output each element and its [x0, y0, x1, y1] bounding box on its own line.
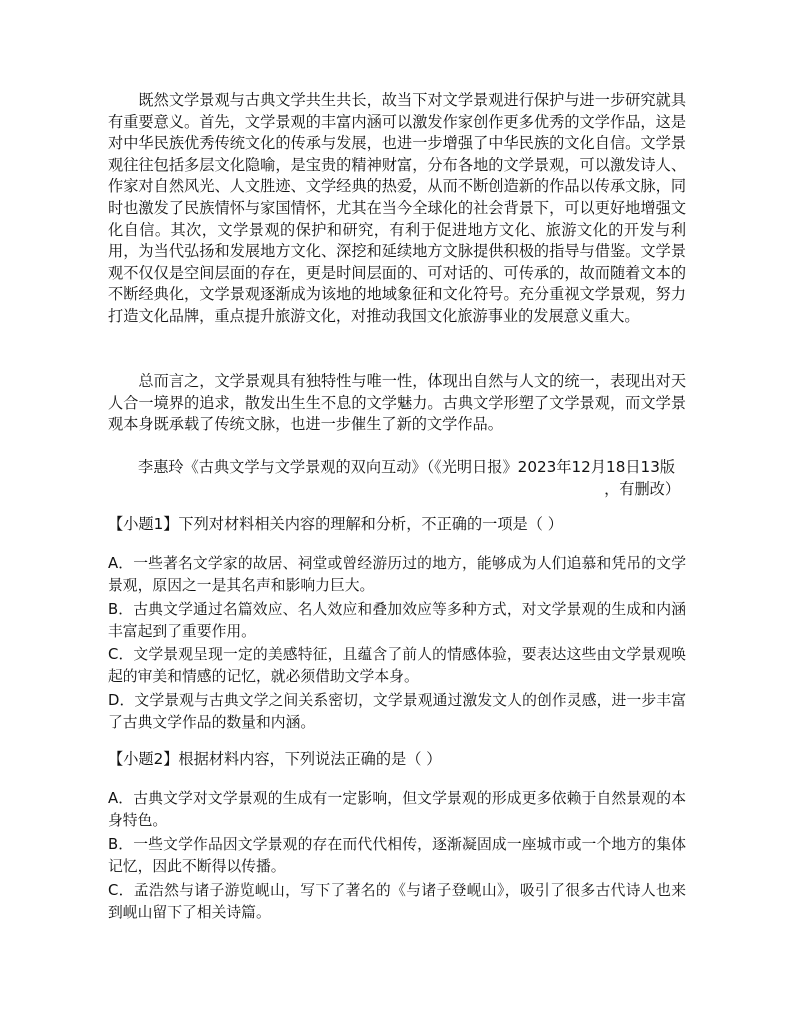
question-2-option-a: A．古典文学对文学景观的生成有一定影响，但文学景观的形成更多依赖于自然景观的本身特色。 [108, 790, 686, 829]
passage-paragraph-1: 既然文学景观与古典文学共生共长，故当下对文学景观进行保护与进一步研究就具有重要意义。首先，文学景观的丰富内涵可以激发作家创作更多优秀的文学作品，这是对中华民族优秀传统文化的传承与发展，也进一步增强了中华民族的文化自信。文学景观往往包括多层文化隐喻，是宝贵的精神财富，分布各地的文学景观，可以激发诗人、作家对自然风光、人文胜迹、文学经典的热爱，从而不断创造新的作品以传承文脉，同时也激发了民族情怀与家国情怀，尤其在当今全球化的社会背景下，可以更好地增强文化自信。其次，文学景观的保护和研究，有利于促进地方文化、旅游文化的开发与利用，为当代弘扬和发展地方文化、深挖和延续地方文脉提供积极的指导与借鉴。文学景观不仅仅是空间层面的存在，更是时间层面的、可对话的、可传承的，故而随着文本的不断经典化，文学景观逐渐成为该地的地域象征和文化符号。充分重视文学景观，努力打造文化品牌，重点提升旅游文化，对推动我国文化旅游事业的发展意义重大。 [108, 91, 686, 325]
question-1-stem: 【小题1】下列对材料相关内容的理解和分析，不正确的一项是（ ） [108, 515, 563, 533]
question-2-stem: 【小题2】根据材料内容，下列说法正确的是（ ） [108, 750, 442, 768]
question-1-option-b: B．古典文学通过名篇效应、名人效应和叠加效应等多种方式，对文学景观的生成和内涵丰富起到了重要作用。 [108, 601, 686, 640]
source-citation-line-2: ，有删改） [604, 480, 680, 498]
question-2-option-b: B．一些文学作品因文学景观的存在而代代相传，逐渐凝固成一座城市或一个地方的集体记忆，因此不断得以传播。 [108, 836, 686, 875]
question-1-option-a: A．一些著名文学家的故居、祠堂或曾经游历过的地方，能够成为人们追慕和凭吊的文学景观，原因之一是其名声和影响力巨大。 [108, 555, 686, 594]
question-1-option-c: C．文学景观呈现一定的美感特征，且蕴含了前人的情感体验，要表达这些由文学景观唤起的审美和情感的记忆，就必须借助文学本身。 [108, 646, 686, 685]
source-citation [108, 456, 686, 500]
passage-paragraph-2: 总而言之，文学景观具有独特性与唯一性，体现出自然与人文的统一，表现出对天人合一境界的追求，散发出生生不息的文学魅力。古典文学形塑了文学景观，而文学景观本身既承载了传统文脉，也进一步催生了新的文学作品。 [108, 372, 686, 434]
source-citation-line-1: 李惠玲《古典文学与文学景观的双向互动》（《光明日报》2023年12月18日13版 [138, 458, 676, 476]
question-1-option-d: D．文学景观与古典文学之间关系密切，文学景观通过激发文人的创作灵感，进一步丰富了古典文学作品的数量和内涵。 [108, 692, 686, 731]
question-2-option-c: C．孟浩然与诸子游览岘山，写下了著名的《与诸子登岘山》，吸引了很多古代诗人也来到岘山留下了相关诗篇。 [108, 882, 686, 921]
